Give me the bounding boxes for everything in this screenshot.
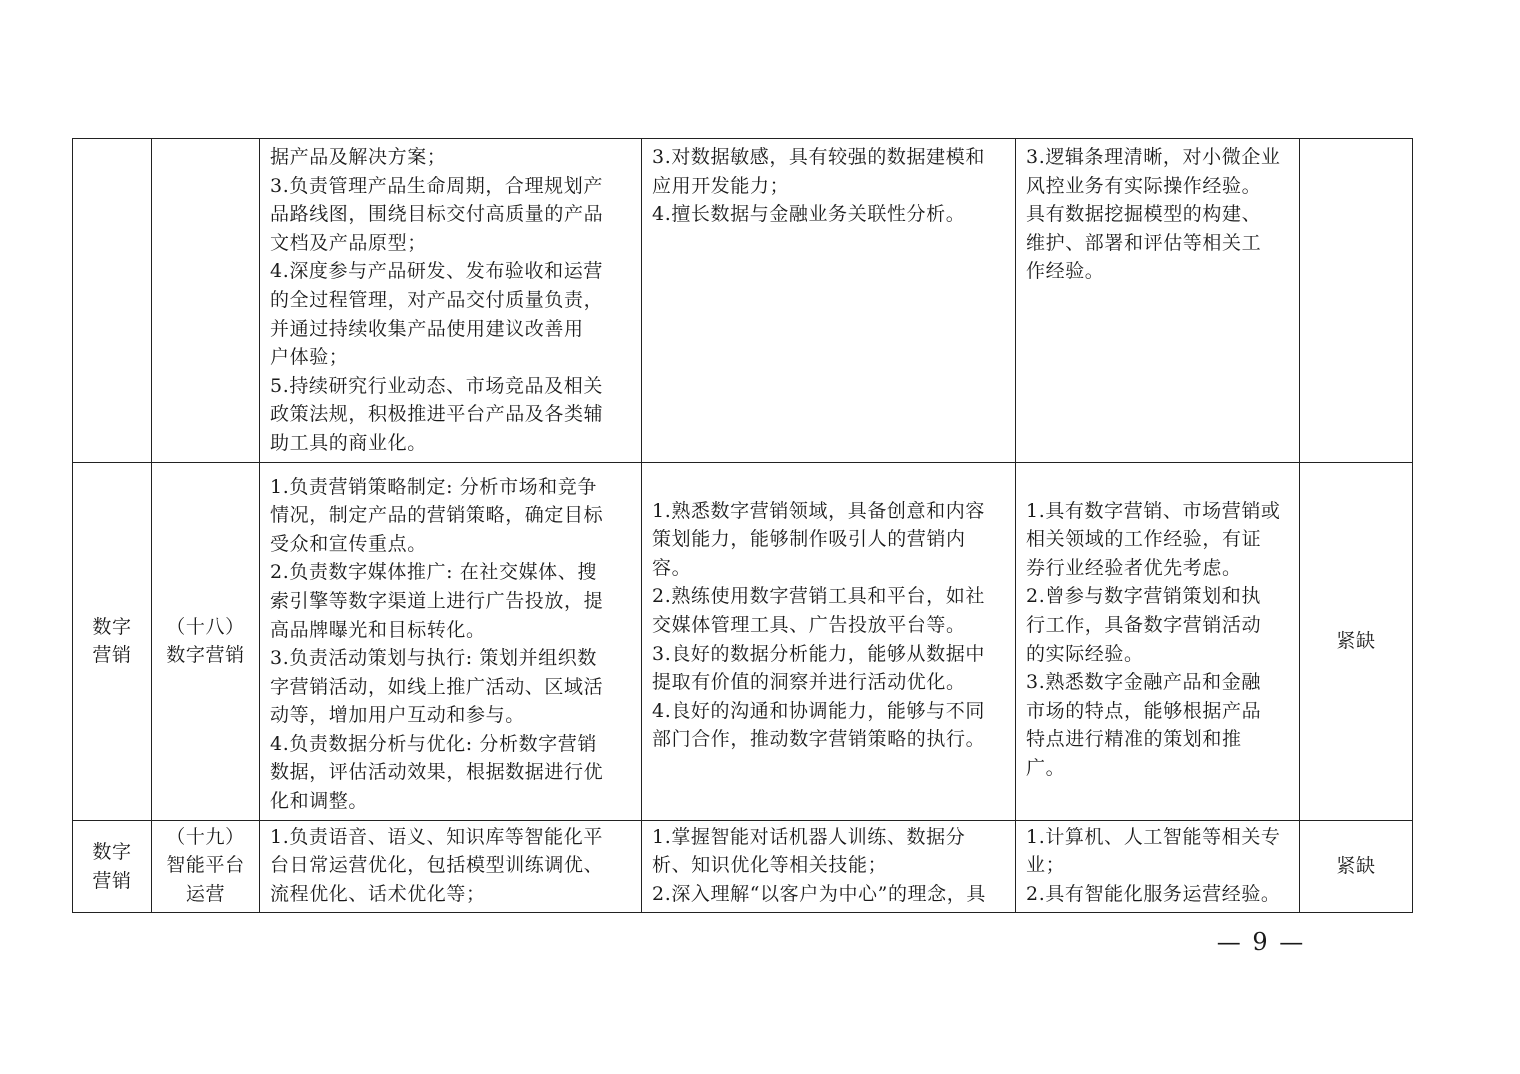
cell-text-line: 字营销活动，如线上推广活动、区域活 [270, 675, 604, 698]
cell-text-line: 券行业经验者优先考虑。 [1026, 556, 1242, 579]
cell-text-line: 广。 [1026, 756, 1066, 779]
cell-text-line: 3.良好的数据分析能力，能够从数据中 [652, 642, 985, 665]
cell-text-line: 3.逻辑条理清晰，对小微企业 [1026, 146, 1281, 168]
cell-text-line: 1.负责营销策略制定: 分析市场和竞争 [270, 475, 597, 498]
cell-text-line: 1.具有数字营销、市场营销或 [1026, 499, 1281, 522]
cell-text-line: 3.熟悉数字金融产品和金融 [1026, 671, 1261, 694]
table-row [73, 462, 1413, 820]
cell-text-line: 应用开发能力； [652, 174, 790, 197]
cell-text-line: 业； [1026, 854, 1066, 877]
cell-text-line: 3.负责管理产品生命周期，合理规划产 [270, 174, 603, 197]
cell-text-line: 营销 [92, 869, 132, 892]
position-cell [152, 139, 260, 463]
cell-text-line: 4.深度参与产品研发、发布验收和运营 [270, 260, 603, 283]
qualifications-cell [1016, 139, 1300, 463]
job-requirements-table [72, 138, 1413, 913]
cell-text-line: 的全过程管理，对产品交付质量负责， [270, 288, 604, 311]
cell-text-line: 析、知识优化等相关技能； [652, 854, 888, 877]
cell-text-line: 数字 [92, 840, 132, 863]
cell-text-line: 2.深入理解“以客户为中心”的理念，具 [652, 882, 986, 905]
cell-text-line: 部门合作，推动数字营销策略的执行。 [652, 728, 986, 751]
cell-text-line: 2.具有智能化服务运营经验。 [1026, 882, 1281, 905]
cell-text-line: 特点进行精准的策划和推 [1026, 728, 1242, 751]
cell-text-line: 2.曾参与数字营销策划和执 [1026, 585, 1261, 608]
table-row [73, 139, 1413, 463]
cell-text-line: 运营 [185, 882, 226, 905]
page-number: — 9 — [1216, 928, 1306, 956]
responsibilities-cell [260, 462, 642, 820]
responsibilities-cell [260, 820, 642, 913]
cell-text-line: 智能平台 [166, 854, 245, 877]
table-row [73, 820, 1413, 913]
qualifications-cell [1016, 462, 1300, 820]
cell-text-line: 4.擅长数据与金融业务关联性分析。 [652, 203, 966, 226]
cell-text-line: 1.计算机、人工智能等相关专 [1026, 825, 1281, 848]
cell-text-line: 4.良好的沟通和协调能力，能够与不同 [652, 699, 985, 722]
cell-text-line: 1.掌握智能对话机器人训练、数据分 [652, 825, 966, 848]
responsibilities-cell [260, 139, 642, 463]
skills-cell [642, 462, 1016, 820]
cell-text-line: （十九） [166, 825, 245, 848]
position-cell [152, 462, 260, 820]
skills-cell [642, 139, 1016, 463]
cell-text-line: 提取有价值的洞察并进行活动优化。 [652, 671, 966, 694]
cell-text-line: 2.熟练使用数字营销工具和平台，如社 [652, 585, 985, 608]
category-cell [73, 462, 152, 820]
cell-text-line: 受众和宣传重点。 [270, 532, 427, 555]
cell-text-line: 1.负责语音、语义、知识库等智能化平 [270, 825, 603, 848]
cell-text-line: 市场的特点，能够根据产品 [1026, 699, 1262, 722]
cell-text-line: 据产品及解决方案； [270, 146, 447, 168]
cell-text-line: 风控业务有实际操作经验。 [1026, 174, 1262, 197]
cell-text-line: 数字营销 [166, 644, 245, 667]
cell-text-line: 流程优化、话术优化等； [270, 882, 486, 905]
cell-text-line: 交媒体管理工具、广告投放平台等。 [652, 613, 966, 636]
cell-text-line: 营销 [92, 644, 132, 667]
cell-text-line: 高品牌曝光和目标转化。 [270, 618, 486, 641]
cell-text-line: 维护、部署和评估等相关工 [1026, 231, 1262, 254]
category-cell [73, 820, 152, 913]
cell-text-line: 户体验； [270, 346, 349, 369]
cell-text-line: 台日常运营优化，包括模型训练调优、 [270, 854, 604, 877]
status-cell: 紧缺 [1300, 462, 1413, 820]
cell-text-line: 策划能力，能够制作吸引人的营销内 [652, 528, 966, 551]
cell-text-line: 相关领域的工作经验，有证 [1026, 528, 1262, 551]
skills-cell [642, 820, 1016, 913]
cell-text-line: （十八） [166, 615, 245, 638]
cell-text-line: 5.持续研究行业动态、市场竞品及相关 [270, 374, 603, 397]
cell-text-line: 品路线图，围绕目标交付高质量的产品 [270, 203, 604, 226]
cell-text-line: 索引擎等数字渠道上进行广告投放，提 [270, 589, 604, 612]
cell-text-line: 数字 [92, 615, 132, 638]
cell-text-line: 3.负责活动策划与执行: 策划并组织数 [270, 647, 597, 670]
status-cell: 紧缺 [1300, 820, 1413, 913]
cell-text-line: 1.熟悉数字营销领域，具备创意和内容 [652, 499, 985, 522]
cell-text-line: 数据，评估活动效果，根据数据进行优 [270, 761, 604, 784]
cell-text-line: 的实际经验。 [1026, 642, 1144, 665]
position-cell [152, 820, 260, 913]
cell-text-line: 化和调整。 [270, 790, 369, 813]
cell-text-line: 政策法规，积极推进平台产品及各类辅 [270, 403, 604, 426]
cell-text-line: 并通过持续收集产品使用建议改善用 [270, 317, 584, 340]
cell-text-line: 动等，增加用户互动和参与。 [270, 704, 525, 727]
cell-text-line: 具有数据挖掘模型的构建、 [1026, 203, 1262, 226]
qualifications-cell [1016, 820, 1300, 913]
cell-text-line: 3.对数据敏感，具有较强的数据建模和 [652, 146, 985, 168]
cell-text-line: 容。 [652, 556, 692, 579]
cell-text-line: 2.负责数字媒体推广: 在社交媒体、搜 [270, 561, 597, 584]
cell-text-line: 情况，制定产品的营销策略，确定目标 [270, 504, 604, 527]
cell-text-line: 助工具的商业化。 [270, 431, 427, 454]
category-cell [73, 139, 152, 463]
cell-text-line: 行工作，具备数字营销活动 [1026, 613, 1262, 636]
cell-text-line: 作经验。 [1026, 260, 1105, 283]
status-cell [1300, 139, 1413, 463]
cell-text-line: 文档及产品原型； [270, 231, 427, 254]
cell-text-line: 4.负责数据分析与优化: 分析数字营销 [270, 732, 597, 755]
